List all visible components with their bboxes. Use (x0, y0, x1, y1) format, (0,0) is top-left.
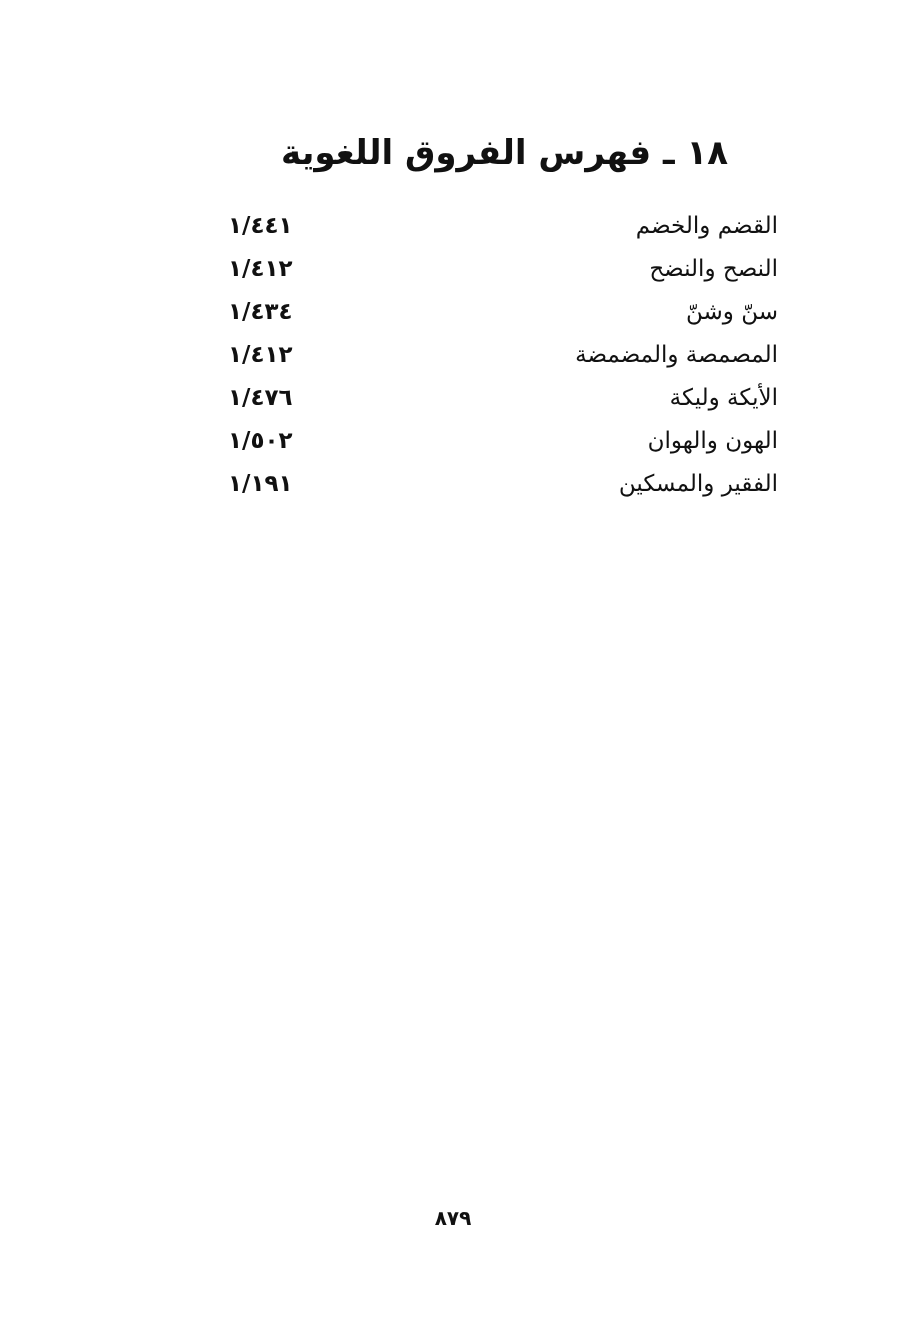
page-reference: ١/٤٣٤ (228, 299, 293, 325)
index-term: القضم والخضم (635, 213, 778, 239)
index-entry (228, 206, 778, 249)
index-entry (228, 292, 778, 335)
index-entry (228, 249, 778, 292)
linguistic-differences-index (228, 206, 778, 507)
index-term: النصح والنضح (649, 256, 778, 282)
index-entry (228, 464, 778, 507)
page-reference: ١/٥٠٢ (228, 428, 293, 454)
index-term: المصمصة والمضمضة (575, 342, 778, 368)
index-term: الأيكة وليكة (669, 385, 778, 411)
page-number: ٨٧٩ (434, 1206, 472, 1230)
index-entry (228, 378, 778, 421)
index-title: ١٨ ـ فهرس الفروق اللغوية (280, 133, 728, 173)
page-reference: ١/٤١٢ (228, 342, 293, 368)
page-reference: ١/٤٧٦ (228, 385, 293, 411)
index-entry (228, 421, 778, 464)
page-reference: ١/١٩١ (228, 471, 293, 497)
index-entry (228, 335, 778, 378)
page-reference: ١/٤١٢ (228, 256, 293, 282)
index-term: سنّ وشنّ (686, 299, 778, 325)
index-term: الفقير والمسكين (618, 471, 778, 497)
index-term: الهون والهوان (647, 428, 778, 454)
page-reference: ١/٤٤١ (228, 213, 293, 239)
